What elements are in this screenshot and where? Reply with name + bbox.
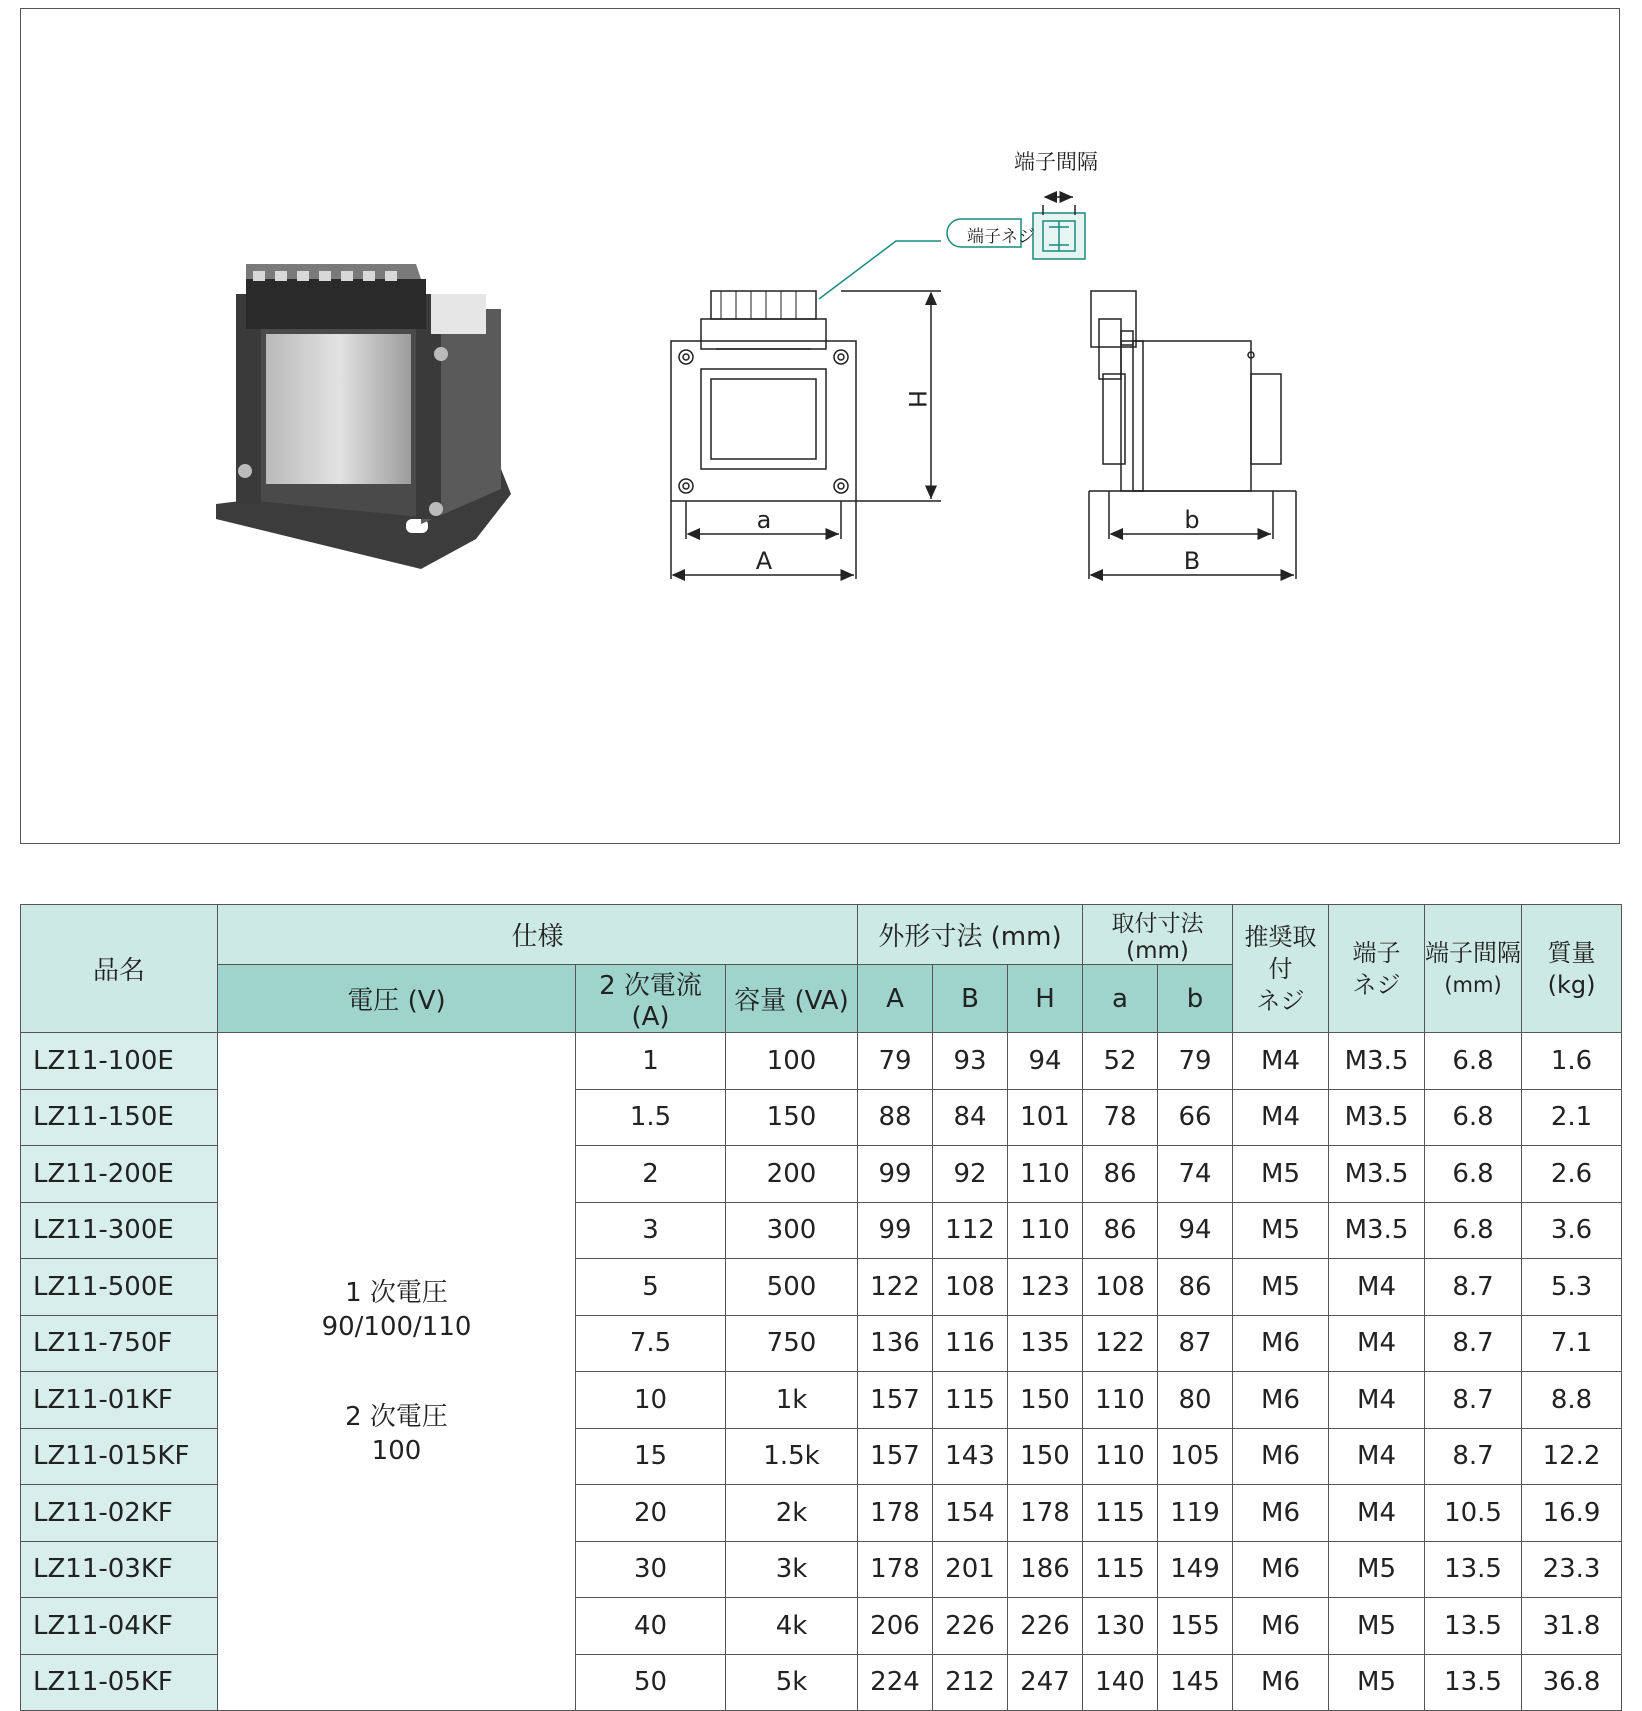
header-mount-dims: 取付寸法 (mm) xyxy=(1083,905,1233,965)
table-cell: 40 xyxy=(576,1598,726,1655)
table-cell: 6.8 xyxy=(1425,1033,1522,1090)
table-cell: 143 xyxy=(933,1428,1008,1485)
table-cell: M4 xyxy=(1329,1259,1425,1316)
table-cell: 52 xyxy=(1083,1033,1158,1090)
table-cell: 123 xyxy=(1008,1259,1083,1316)
header-capacity: 容量 (VA) xyxy=(726,965,858,1033)
product-name-cell: LZ11-500E xyxy=(21,1259,218,1316)
table-cell: 79 xyxy=(1158,1033,1233,1090)
table-cell: 108 xyxy=(1083,1259,1158,1316)
table-cell: 110 xyxy=(1008,1202,1083,1259)
table-cell: M3.5 xyxy=(1329,1089,1425,1146)
table-cell: 6.8 xyxy=(1425,1089,1522,1146)
table-cell: M6 xyxy=(1233,1372,1329,1429)
spec-table xyxy=(20,904,1622,1711)
table-cell: 5k xyxy=(726,1654,858,1711)
table-cell: 3k xyxy=(726,1541,858,1598)
side-view-drawing xyxy=(1089,291,1296,579)
product-name-cell: LZ11-015KF xyxy=(21,1428,218,1485)
table-cell: 23.3 xyxy=(1522,1541,1622,1598)
header-terminal-screw: 端子 ネジ xyxy=(1329,905,1425,1033)
table-cell: 100 xyxy=(726,1033,858,1090)
product-name-cell: LZ11-04KF xyxy=(21,1598,218,1655)
table-cell: 6.8 xyxy=(1425,1146,1522,1203)
table-cell: M3.5 xyxy=(1329,1146,1425,1203)
table-cell: 149 xyxy=(1158,1541,1233,1598)
table-cell: 2.6 xyxy=(1522,1146,1622,1203)
table-cell: 5 xyxy=(576,1259,726,1316)
table-cell: M5 xyxy=(1329,1541,1425,1598)
header-mount-screw: 推奨取付 ネジ xyxy=(1233,905,1329,1033)
table-cell: 86 xyxy=(1158,1259,1233,1316)
table-cell: 12.2 xyxy=(1522,1428,1622,1485)
front-view-drawing xyxy=(671,241,941,579)
table-cell: 150 xyxy=(1008,1428,1083,1485)
table-cell: 119 xyxy=(1158,1485,1233,1542)
table-cell: 110 xyxy=(1083,1428,1158,1485)
table-cell: 92 xyxy=(933,1146,1008,1203)
table-cell: 31.8 xyxy=(1522,1598,1622,1655)
table-cell: 86 xyxy=(1083,1202,1158,1259)
voltage-cell: 1 次電圧 90/100/110 2 次電圧 100 xyxy=(218,1033,576,1711)
table-cell: 15 xyxy=(576,1428,726,1485)
table-cell: 1.5k xyxy=(726,1428,858,1485)
table-cell: 115 xyxy=(933,1372,1008,1429)
product-name-cell: LZ11-01KF xyxy=(21,1372,218,1429)
table-cell: 201 xyxy=(933,1541,1008,1598)
header-terminal-spacing: 端子間隔 (mm) xyxy=(1425,905,1522,1033)
table-cell: 10.5 xyxy=(1425,1485,1522,1542)
table-cell: 150 xyxy=(1008,1372,1083,1429)
table-cell: 7.1 xyxy=(1522,1315,1622,1372)
dim-label-B: B xyxy=(1183,547,1201,575)
dim-label-a: a xyxy=(756,506,772,534)
table-cell: 8.7 xyxy=(1425,1259,1522,1316)
table-cell: 500 xyxy=(726,1259,858,1316)
terminal-screw-label: 端子ネジ xyxy=(967,227,1035,247)
table-cell: 206 xyxy=(858,1598,933,1655)
table-cell: 84 xyxy=(933,1089,1008,1146)
table-cell: M3.5 xyxy=(1329,1202,1425,1259)
table-cell: 74 xyxy=(1158,1146,1233,1203)
table-cell: 110 xyxy=(1008,1146,1083,1203)
table-cell: M4 xyxy=(1329,1485,1425,1542)
table-cell: 108 xyxy=(933,1259,1008,1316)
product-name-cell: LZ11-05KF xyxy=(21,1654,218,1711)
table-cell: 6.8 xyxy=(1425,1202,1522,1259)
dim-label-A: A xyxy=(755,547,773,575)
header-mass: 質量 (kg) xyxy=(1522,905,1622,1033)
table-cell: 94 xyxy=(1008,1033,1083,1090)
table-cell: 115 xyxy=(1083,1541,1158,1598)
table-cell: 13.5 xyxy=(1425,1598,1522,1655)
table-cell: 79 xyxy=(858,1033,933,1090)
table-cell: 3 xyxy=(576,1202,726,1259)
table-cell: 5.3 xyxy=(1522,1259,1622,1316)
table-cell: 66 xyxy=(1158,1089,1233,1146)
table-cell: M6 xyxy=(1233,1598,1329,1655)
table-cell: 3.6 xyxy=(1522,1202,1622,1259)
header-outer-dims: 外形寸法 (mm) xyxy=(858,905,1083,965)
table-cell: M4 xyxy=(1233,1033,1329,1090)
table-cell: M6 xyxy=(1233,1485,1329,1542)
table-cell: 1.5 xyxy=(576,1089,726,1146)
header-A: A xyxy=(858,965,933,1033)
table-cell: M5 xyxy=(1329,1654,1425,1711)
table-cell: 8.8 xyxy=(1522,1372,1622,1429)
table-cell: 8.7 xyxy=(1425,1315,1522,1372)
product-name-cell: LZ11-03KF xyxy=(21,1541,218,1598)
table-cell: M6 xyxy=(1233,1654,1329,1711)
table-cell: 99 xyxy=(858,1146,933,1203)
table-cell: 116 xyxy=(933,1315,1008,1372)
header-b: b xyxy=(1158,965,1233,1033)
table-cell: 186 xyxy=(1008,1541,1083,1598)
table-cell: M4 xyxy=(1329,1315,1425,1372)
table-cell: M4 xyxy=(1233,1089,1329,1146)
table-cell: 36.8 xyxy=(1522,1654,1622,1711)
table-cell: M5 xyxy=(1233,1259,1329,1316)
table-row xyxy=(21,1033,1622,1090)
table-cell: 145 xyxy=(1158,1654,1233,1711)
table-cell: 122 xyxy=(1083,1315,1158,1372)
table-cell: 105 xyxy=(1158,1428,1233,1485)
table-body xyxy=(21,1033,1622,1711)
table-cell: 212 xyxy=(933,1654,1008,1711)
table-cell: 122 xyxy=(858,1259,933,1316)
table-cell: 94 xyxy=(1158,1202,1233,1259)
table-cell: 178 xyxy=(1008,1485,1083,1542)
table-cell: M5 xyxy=(1233,1202,1329,1259)
header-B: B xyxy=(933,965,1008,1033)
table-cell: 87 xyxy=(1158,1315,1233,1372)
product-name-cell: LZ11-750F xyxy=(21,1315,218,1372)
table-cell: 101 xyxy=(1008,1089,1083,1146)
table-cell: 300 xyxy=(726,1202,858,1259)
table-cell: M4 xyxy=(1329,1372,1425,1429)
table-cell: 50 xyxy=(576,1654,726,1711)
table-cell: 7.5 xyxy=(576,1315,726,1372)
table-cell: 2k xyxy=(726,1485,858,1542)
table-cell: 155 xyxy=(1158,1598,1233,1655)
table-cell: 4k xyxy=(726,1598,858,1655)
table-cell: 30 xyxy=(576,1541,726,1598)
dim-label-H: H xyxy=(903,389,931,409)
table-cell: M6 xyxy=(1233,1541,1329,1598)
table-cell: 13.5 xyxy=(1425,1654,1522,1711)
table-cell: 130 xyxy=(1083,1598,1158,1655)
table-cell: 178 xyxy=(858,1541,933,1598)
product-name-cell: LZ11-150E xyxy=(21,1089,218,1146)
table-cell: 86 xyxy=(1083,1146,1158,1203)
table-cell: 224 xyxy=(858,1654,933,1711)
table-cell: 115 xyxy=(1083,1485,1158,1542)
header-voltage: 電圧 (V) xyxy=(218,965,576,1033)
table-cell: 112 xyxy=(933,1202,1008,1259)
product-name-cell: LZ11-100E xyxy=(21,1033,218,1090)
dim-label-b: b xyxy=(1184,506,1200,534)
table-cell: 1 xyxy=(576,1033,726,1090)
product-name-cell: LZ11-300E xyxy=(21,1202,218,1259)
table-cell: 750 xyxy=(726,1315,858,1372)
table-cell: M5 xyxy=(1329,1598,1425,1655)
table-cell: M3.5 xyxy=(1329,1033,1425,1090)
figure-panel xyxy=(20,8,1620,844)
table-cell: 178 xyxy=(858,1485,933,1542)
table-cell: 247 xyxy=(1008,1654,1083,1711)
table-cell: 78 xyxy=(1083,1089,1158,1146)
header-secondary-current: 2 次電流 (A) xyxy=(576,965,726,1033)
table-cell: 10 xyxy=(576,1372,726,1429)
table-cell: 154 xyxy=(933,1485,1008,1542)
table-cell: 1k xyxy=(726,1372,858,1429)
table-cell: 136 xyxy=(858,1315,933,1372)
table-cell: 16.9 xyxy=(1522,1485,1622,1542)
table-cell: 226 xyxy=(933,1598,1008,1655)
terminal-spacing-label: 端子間隔 xyxy=(1014,150,1098,174)
product-name-cell: LZ11-200E xyxy=(21,1146,218,1203)
table-cell: 200 xyxy=(726,1146,858,1203)
table-cell: 99 xyxy=(858,1202,933,1259)
product-name-cell: LZ11-02KF xyxy=(21,1485,218,1542)
table-cell: 110 xyxy=(1083,1372,1158,1429)
table-cell: 20 xyxy=(576,1485,726,1542)
table-cell: M6 xyxy=(1233,1428,1329,1485)
table-cell: 1.6 xyxy=(1522,1033,1622,1090)
table-cell: 157 xyxy=(858,1372,933,1429)
table-cell: 93 xyxy=(933,1033,1008,1090)
table-cell: 13.5 xyxy=(1425,1541,1522,1598)
table-cell: 140 xyxy=(1083,1654,1158,1711)
table-cell: 157 xyxy=(858,1428,933,1485)
header-a: a xyxy=(1083,965,1158,1033)
drawings xyxy=(21,9,1621,845)
table-cell: 226 xyxy=(1008,1598,1083,1655)
transformer-photo xyxy=(216,264,511,569)
table-cell: 80 xyxy=(1158,1372,1233,1429)
header-H: H xyxy=(1008,965,1083,1033)
table-cell: 150 xyxy=(726,1089,858,1146)
table-cell: 2 xyxy=(576,1146,726,1203)
table-cell: M4 xyxy=(1329,1428,1425,1485)
table-cell: M6 xyxy=(1233,1315,1329,1372)
table-cell: M5 xyxy=(1233,1146,1329,1203)
table-cell: 88 xyxy=(858,1089,933,1146)
table-cell: 8.7 xyxy=(1425,1428,1522,1485)
table-cell: 8.7 xyxy=(1425,1372,1522,1429)
table-cell: 135 xyxy=(1008,1315,1083,1372)
table-cell: 2.1 xyxy=(1522,1089,1622,1146)
header-spec: 仕様 xyxy=(218,905,858,965)
header-name: 品名 xyxy=(21,905,218,1033)
